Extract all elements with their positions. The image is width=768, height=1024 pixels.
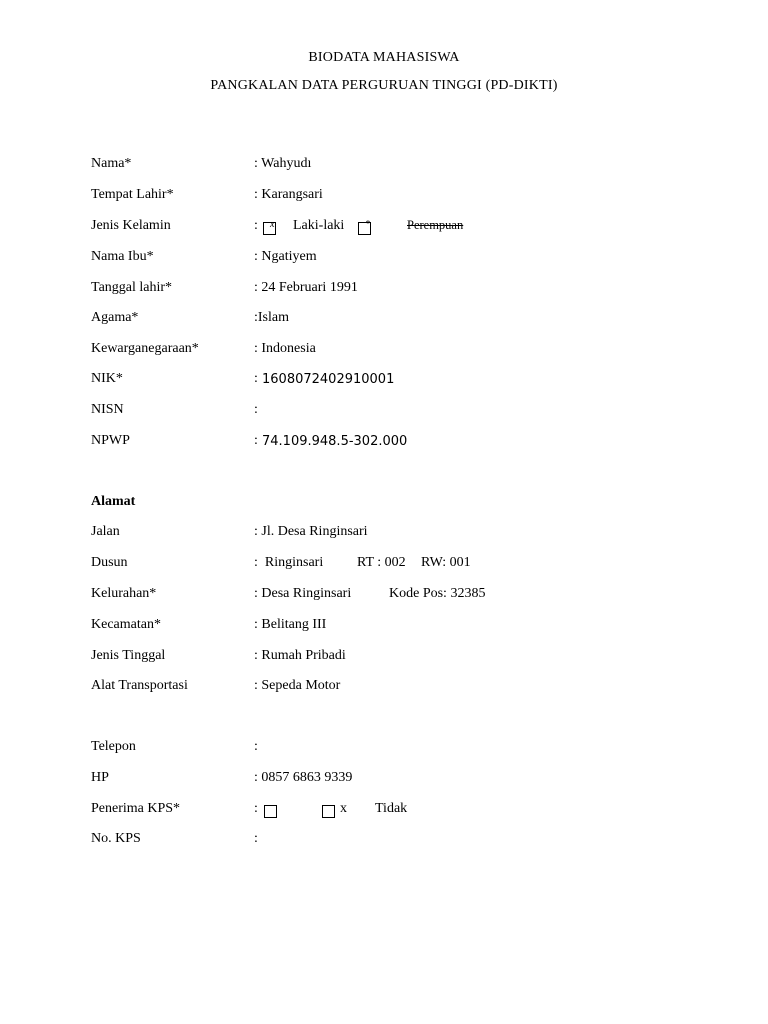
kps-check-mark: x (340, 801, 347, 816)
field-value: : Jl. Desa Ringinsari (254, 524, 368, 539)
checkbox-box (322, 805, 335, 818)
field-label: Tempat Lahir* (91, 187, 174, 202)
kode-pos-value: Kode Pos: 32385 (389, 586, 486, 601)
field-label: Kecamatan* (91, 617, 161, 632)
field-value: : (254, 739, 258, 754)
field-label: Nama* (91, 156, 132, 171)
field-label: Dusun (91, 555, 128, 570)
field-dusun (91, 555, 731, 575)
field-label: Kelurahan* (91, 586, 157, 601)
field-colon: : (254, 801, 258, 816)
field-label: Penerima KPS* (91, 801, 181, 816)
field-label: NPWP (91, 433, 130, 448)
field-penerima-kps (91, 801, 731, 821)
field-kecamatan (91, 617, 731, 637)
field-value: : Wahyudı (254, 156, 312, 171)
document-title: BIODATA MAHASISWA (308, 50, 460, 65)
field-kelurahan (91, 586, 731, 606)
male-check-mark: x (270, 219, 275, 230)
field-label: No. KPS (91, 831, 141, 846)
field-value: : (254, 831, 258, 846)
field-no-kps (91, 831, 731, 851)
field-label: Telepon (91, 739, 136, 754)
checkbox-box (264, 805, 277, 818)
field-tempat-lahir (91, 187, 731, 207)
field-value: : Sepeda Motor (254, 678, 341, 693)
field-value: : Ringinsari (254, 555, 324, 570)
female-check-mark: * (365, 219, 370, 230)
field-nisn (91, 402, 731, 422)
field-jalan (91, 524, 731, 544)
male-checkbox[interactable] (263, 219, 276, 238)
field-label: Tanggal lahir* (91, 280, 173, 295)
field-value: : 0857 6863 9339 (254, 770, 353, 785)
field-label: HP (91, 770, 109, 785)
field-jenis-kelamin (91, 218, 731, 238)
field-colon: : (254, 371, 258, 386)
field-hp (91, 770, 731, 790)
field-value: : 24 Februari 1991 (254, 280, 358, 295)
field-nik (91, 371, 731, 391)
field-label: NIK* (91, 371, 123, 386)
field-alat-transportasi (91, 678, 731, 698)
field-value: :Islam (254, 310, 289, 325)
female-checkbox[interactable] (358, 219, 371, 238)
field-value: : Belitang III (254, 617, 327, 632)
field-value: 74.109.948.5-302.000 (262, 434, 408, 449)
rt-value: RT : 002 (357, 555, 406, 570)
field-jenis-tinggal (91, 648, 731, 668)
field-label: Jalan (91, 524, 120, 539)
field-value: : Rumah Pribadi (254, 648, 346, 663)
male-label: Laki-laki (293, 218, 345, 233)
checkbox-box (358, 219, 371, 235)
rw-value: RW: 001 (421, 555, 471, 570)
field-value: : Ngatiyem (254, 249, 317, 264)
section-alamat-heading (91, 494, 731, 514)
field-colon: : (254, 218, 258, 233)
field-label: Kewarganegaraan* (91, 341, 199, 356)
field-kewarganegaraan (91, 341, 731, 361)
field-npwp (91, 433, 731, 453)
field-nama (91, 156, 731, 176)
field-value: 1608072402910001 (262, 372, 395, 387)
field-value: : Desa Ringinsari (254, 586, 352, 601)
field-label: Nama Ibu* (91, 249, 154, 264)
field-agama (91, 310, 731, 330)
kps-ya-checkbox[interactable] (264, 805, 277, 821)
field-label: NISN (91, 402, 124, 417)
field-label: Jenis Tinggal (91, 648, 166, 663)
field-label: Alat Transportasi (91, 678, 188, 693)
female-label: Perempuan (407, 218, 464, 232)
document-subtitle: PANGKALAN DATA PERGURUAN TINGGI (PD-DIKTI) (210, 78, 558, 93)
tidak-label: Tidak (375, 801, 408, 816)
checkbox-box (263, 219, 276, 235)
field-telepon (91, 739, 731, 759)
field-tanggal-lahir (91, 280, 731, 300)
field-label: Jenis Kelamin (91, 218, 171, 233)
field-value: : Indonesia (254, 341, 316, 356)
kps-tidak-checkbox[interactable] (322, 805, 335, 821)
field-nama-ibu (91, 249, 731, 269)
field-colon: : (254, 433, 258, 448)
field-value: : (254, 402, 258, 417)
field-label: Agama* (91, 310, 139, 325)
section-heading: Alamat (91, 494, 136, 509)
field-value: : Karangsari (254, 187, 323, 202)
